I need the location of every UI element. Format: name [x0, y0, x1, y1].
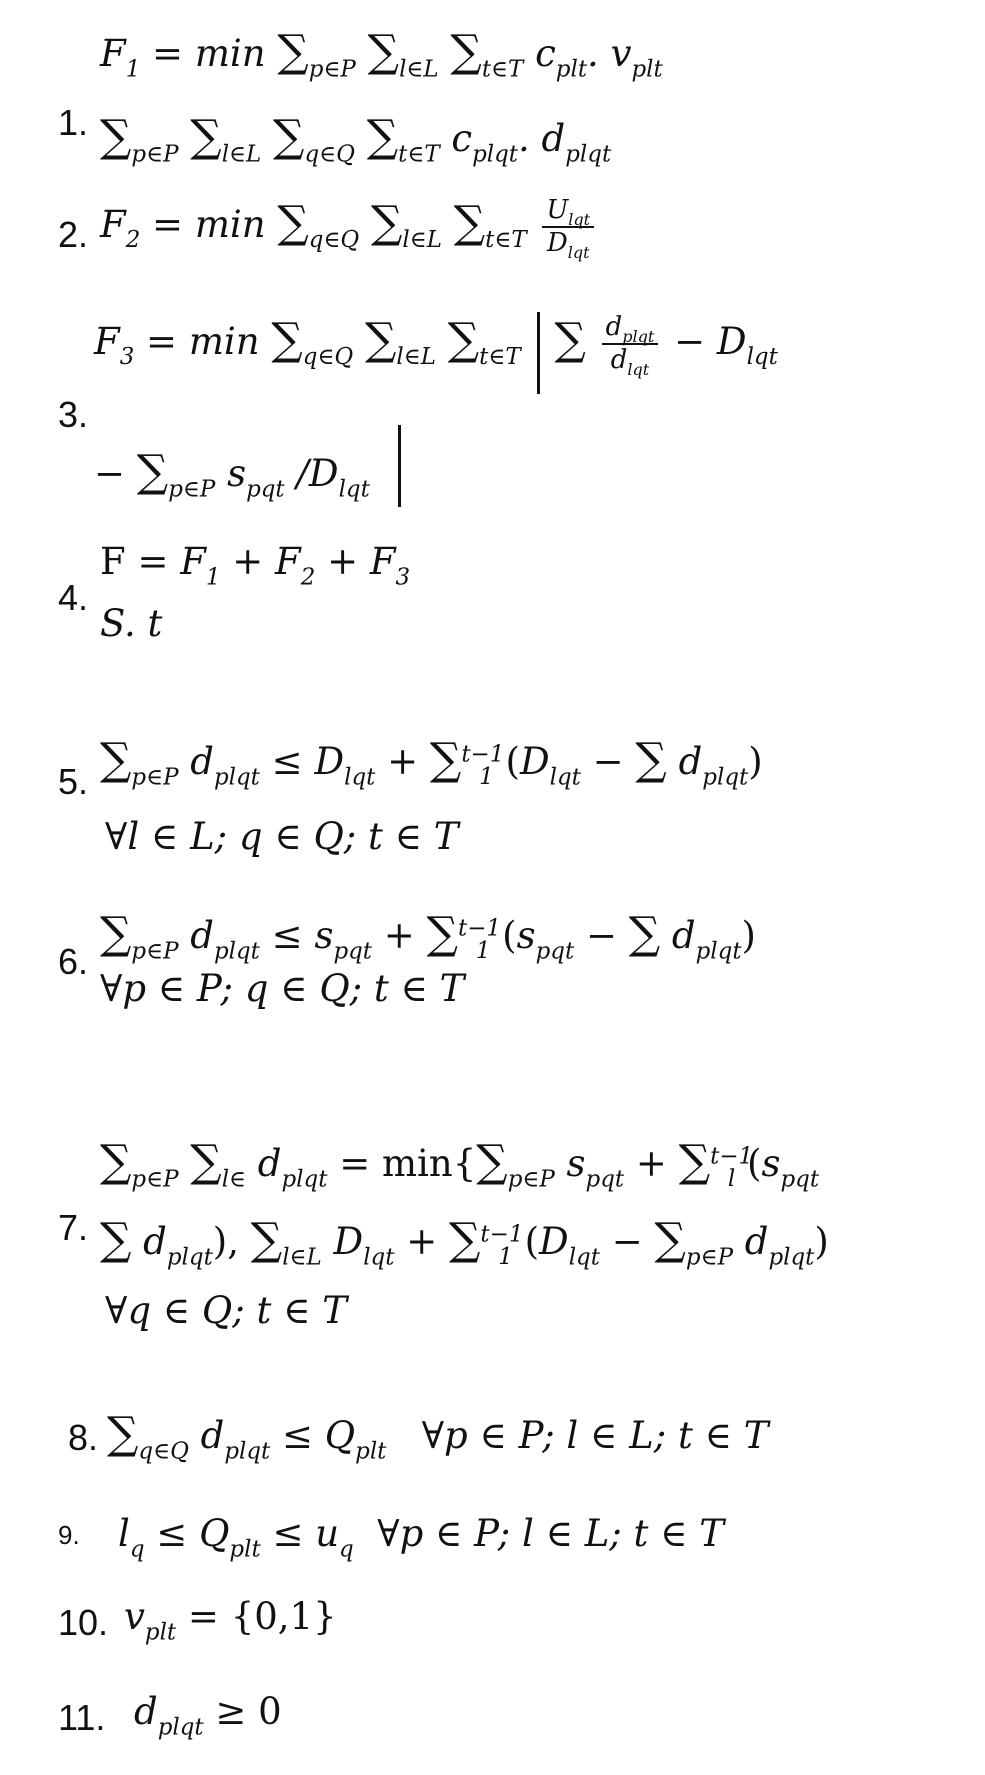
- equation-11: $d_{plqt} \ge 0$: [134, 1690, 282, 1741]
- subject-to-label: S. t: [100, 602, 163, 645]
- equation-7-line-2: ∑ $d_{plqt}$), $\sum_{l\in L}$ $D_{lqt} + \sum^{t-1}_1$ ($D_{lqt} - \sum_{p\in P}$ $d_{plqt}$): [100, 1214, 829, 1271]
- equation-2: $F_2 = \min \sum_{q\in Q}$ $\sum_{l\in L}$ $\sum_{t\in T}$ $\frac{U_{lqt}}{D_{lqt}}$: [100, 198, 598, 257]
- equation-number-7: 7.: [58, 1207, 89, 1248]
- equation-f1: $F_1 = \min \sum_{p\in P}$ $\sum_{l\in L}$ $\sum_{t\in T}$ $c_{plt}$. $v_{plt}$: [100, 26, 663, 83]
- equation-number-8: 8.: [68, 1417, 99, 1458]
- abs-bar-left: [537, 312, 540, 394]
- equation-7-line-1: $\sum_{p\in P}$ $\sum_{l\in}$ $d_{plqt} = \min\{\sum_{p\in P}$ $s_{pqt} + \sum^{t-1}_l$ ($s_{pqt}$: [100, 1136, 820, 1193]
- equation-number-1: 1.: [58, 102, 89, 143]
- equation-3-line-1: $F_3 = \min \sum_{q\in Q}$ $\sum_{l\in L}$ $\sum_{t\in T}$ ∑ $\frac{d_{plqt}}{d_{lqt}}$ − $D_{lqt}$: [94, 312, 778, 380]
- equation-10: $v_{plt} = \{0,1\}$: [124, 1595, 337, 1646]
- equation-6-line-1: $\sum_{p\in P}$ $d_{plqt} \le s_{pqt} + \sum^{t-1}_1$ ($s_{pqt}$ − ∑ $d_{plqt}$): [100, 908, 756, 965]
- equation-number-10: 10.: [58, 1602, 109, 1643]
- equation-number-6: 6.: [58, 941, 89, 982]
- equation-number-5: 5.: [58, 761, 89, 802]
- equation-number-3: 3.: [58, 394, 89, 435]
- abs-bar-right: [398, 425, 401, 507]
- equation-4-line-1: $F = F_1 + F_2 + F_3$: [100, 540, 411, 591]
- equation-number-9: 9.: [58, 1520, 80, 1550]
- equation-3-line-2: − $\sum_{p\in P}$ $s_{pqt}$ $/D_{lqt}$: [94, 446, 370, 503]
- equation-5-line-2: ∀l ∈ L; q ∈ Q; t ∈ T: [105, 815, 459, 858]
- equation-6-line-2: ∀p ∈ P; q ∈ Q; t ∈ T: [100, 967, 465, 1010]
- equation-8: $\sum_{q\in Q}$ $d_{plqt} \le Q_{plt}$ ∀p ∈ P; l ∈ L; t ∈ T: [107, 1408, 769, 1465]
- equation-number-11: 11.: [58, 1697, 106, 1738]
- equation-number-4: 4.: [58, 577, 89, 618]
- equation-number-2: 2.: [58, 214, 89, 255]
- equation-9: $l_q \le Q_{plt} \le u_q$ ∀p ∈ P; l ∈ L; t ∈ T: [118, 1512, 724, 1563]
- equation-1: $\sum_{p\in P}$ $\sum_{l\in L}$ $\sum_{q\in Q}$ $\sum_{t\in T}$ $c_{plqt}$. $d_{plqt}$: [100, 111, 612, 168]
- equation-5-line-1: $\sum_{p\in P}$ $d_{plqt} \le D_{lqt} + \sum^{t-1}_1$ ($D_{lqt}$ − ∑ $d_{plqt}$): [100, 734, 763, 791]
- equation-7-line-3: ∀q ∈ Q; t ∈ T: [105, 1289, 347, 1332]
